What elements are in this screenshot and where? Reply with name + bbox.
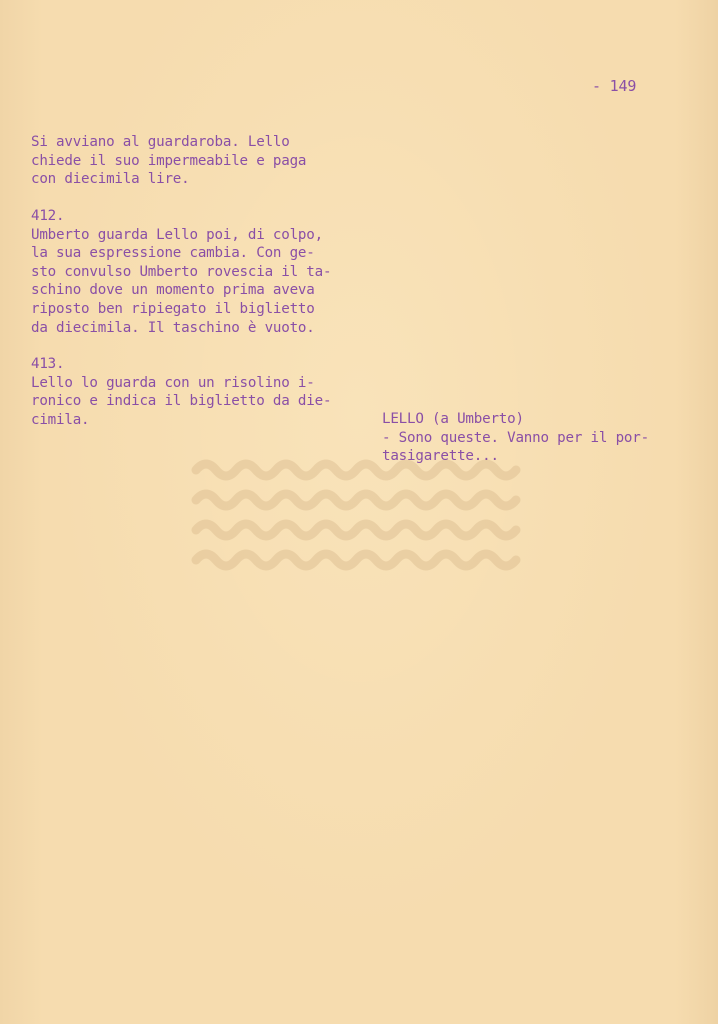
intro-line: Si avviano al guardaroba. Lello — [31, 134, 290, 150]
scene-412 — [31, 207, 331, 337]
scene-line: Lello lo guarda con un risolino i- — [31, 374, 315, 391]
scene-number: 413. — [31, 356, 65, 372]
scene-number: 412. — [31, 208, 65, 224]
stamp-watermark — [188, 452, 538, 580]
intro-line: chiede il suo impermeabile e paga — [31, 152, 307, 169]
scene-line: sto convulso Umberto rovescia il ta- — [31, 263, 332, 280]
dialogue-block — [382, 410, 649, 466]
page-number: - 149 — [592, 77, 637, 95]
intro-line: con diecimila lire. — [31, 171, 190, 188]
scene-413 — [31, 355, 331, 429]
speaker-label: LELLO (a Umberto) — [382, 411, 524, 427]
scene-line: riposto ben ripiegato il biglietto — [31, 300, 315, 317]
intro-paragraph — [31, 133, 306, 189]
dialogue-line: - Sono queste. Vanno per il por- — [382, 429, 649, 446]
scene-line: ronico e indica il biglietto da die- — [31, 393, 332, 410]
scene-line: schino dove un momento prima aveva — [31, 282, 315, 299]
scene-line: da diecimila. Il taschino è vuoto. — [31, 319, 315, 336]
scene-line: cimila. — [31, 411, 90, 428]
scene-line: Umberto guarda Lello poi, di colpo, — [31, 226, 323, 243]
dialogue-line: tasigarette... — [382, 448, 499, 465]
scene-line: la sua espressione cambia. Con ge- — [31, 245, 315, 262]
